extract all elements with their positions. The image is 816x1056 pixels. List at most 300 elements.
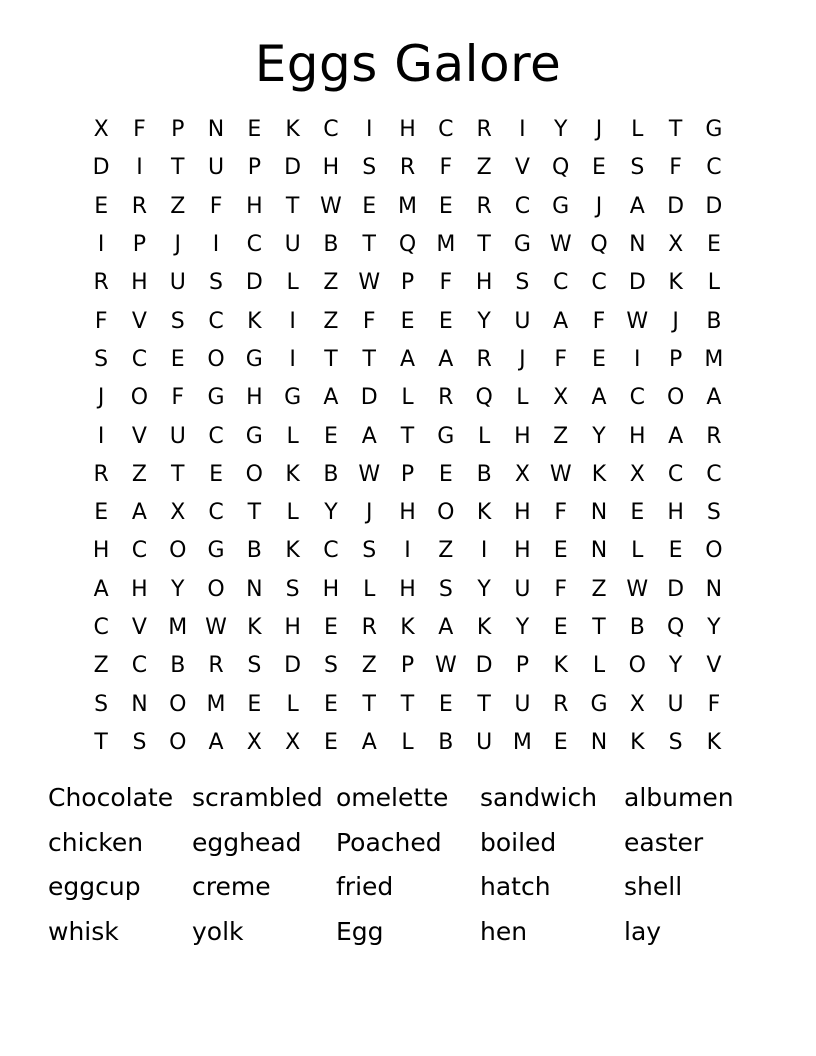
grid-letter: R	[553, 691, 569, 717]
grid-letter: O	[130, 385, 149, 411]
grid-letter: A	[668, 423, 684, 449]
grid-letter: E	[247, 691, 262, 717]
grid-letter: R	[93, 270, 109, 296]
grid-letter: O	[169, 729, 187, 755]
letter-grid	[82, 111, 733, 762]
grid-letter: H	[514, 500, 531, 526]
grid-letter: O	[169, 538, 187, 564]
word-list-item: eggcup	[48, 872, 141, 901]
grid-letter: L	[286, 270, 299, 296]
grid-letter: X	[285, 729, 301, 755]
grid-letter: T	[668, 117, 683, 143]
grid-letter: F	[171, 385, 185, 411]
grid-letter: U	[514, 691, 531, 717]
grid-letter: W	[358, 461, 381, 487]
grid-letter: N	[590, 729, 608, 755]
grid-letter: C	[208, 500, 224, 526]
grid-letter: X	[514, 461, 530, 487]
grid-letter: A	[399, 346, 416, 372]
grid-letter: E	[553, 615, 568, 640]
grid-letter: W	[358, 270, 381, 296]
grid-letter: P	[171, 117, 185, 143]
puzzle-title: Eggs Galore	[254, 35, 562, 93]
grid-letter: M	[168, 615, 188, 640]
grid-letter: X	[629, 461, 645, 487]
grid-letter: H	[284, 615, 301, 640]
grid-letter: H	[131, 270, 148, 296]
grid-letter: O	[437, 500, 455, 526]
grid-letter: T	[477, 691, 491, 717]
grid-letter: J	[519, 346, 526, 372]
grid-letter: V	[131, 615, 147, 640]
grid-letter: M	[512, 729, 532, 755]
grid-letter: A	[438, 346, 454, 372]
grid-letter: H	[92, 538, 110, 564]
grid-letter: R	[131, 193, 148, 219]
grid-letter: C	[629, 385, 645, 411]
grid-letter: A	[323, 385, 339, 411]
grid-letter: K	[630, 729, 645, 755]
grid-letter: E	[438, 193, 453, 219]
grid-letter: W	[549, 461, 572, 487]
grid-letter: Z	[438, 538, 454, 564]
grid-letter: D	[628, 270, 646, 296]
word-list-item: hen	[480, 916, 528, 946]
grid-letter: S	[170, 308, 185, 334]
grid-letter: X	[93, 117, 109, 143]
grid-letter: D	[667, 193, 685, 219]
grid-letter: K	[476, 500, 492, 526]
grid-letter: F	[554, 500, 568, 526]
grid-letter: B	[476, 461, 492, 487]
grid-letter: A	[553, 308, 569, 334]
grid-letter: T	[362, 232, 376, 258]
grid-letter: I	[519, 117, 526, 143]
grid-letter: E	[323, 691, 338, 717]
grid-letter: Z	[323, 270, 339, 296]
grid-letter: B	[438, 729, 454, 755]
grid-letter: F	[362, 308, 376, 334]
grid-letter: U	[476, 729, 493, 755]
grid-letter: I	[289, 308, 296, 334]
grid-letter: N	[207, 117, 225, 143]
grid-letter: J	[174, 232, 181, 258]
grid-letter: D	[705, 193, 723, 219]
grid-letter: E	[668, 538, 683, 564]
grid-letter: X	[629, 691, 645, 717]
grid-letter: C	[131, 653, 148, 679]
grid-letter: S	[438, 576, 453, 602]
grid-letter: I	[365, 117, 373, 143]
grid-letter: L	[477, 423, 491, 449]
grid-letter: A	[361, 423, 377, 449]
grid-letter: L	[401, 729, 414, 755]
grid-letter: M	[206, 691, 226, 717]
grid-letter: H	[246, 385, 263, 411]
grid-letter: H	[667, 500, 684, 526]
grid-letter: H	[399, 576, 416, 602]
grid-letter: I	[136, 155, 143, 181]
grid-letter: D	[245, 270, 263, 296]
grid-letter: E	[94, 500, 109, 526]
grid-letter: D	[284, 155, 302, 181]
grid-letter: L	[631, 538, 644, 564]
grid-letter: E	[323, 615, 338, 640]
grid-letter: D	[360, 385, 378, 411]
word-list-item: Chocolate	[48, 783, 174, 812]
grid-letter: S	[362, 155, 377, 181]
grid-letter: X	[170, 500, 186, 526]
grid-letter: R	[361, 615, 377, 640]
grid-letter: T	[362, 691, 376, 717]
grid-letter: R	[208, 653, 224, 679]
grid-letter: E	[592, 155, 606, 181]
word-list-item: yolk	[192, 916, 244, 946]
word-list-item: lay	[624, 916, 662, 946]
grid-letter: C	[591, 270, 607, 296]
grid-letter: L	[592, 653, 606, 679]
grid-letter: U	[514, 576, 531, 602]
grid-letter: K	[285, 461, 300, 487]
grid-letter: Y	[477, 576, 491, 602]
grid-letter: L	[401, 385, 414, 411]
grid-letter: E	[592, 346, 606, 372]
word-list-item: omelette	[336, 783, 449, 812]
grid-letter: T	[247, 500, 262, 526]
grid-letter: C	[514, 193, 531, 219]
grid-letter: Q	[398, 232, 417, 258]
grid-letter: L	[707, 270, 721, 296]
grid-letter: M	[436, 232, 456, 258]
grid-letter: V	[514, 155, 530, 181]
grid-letter: N	[131, 691, 148, 717]
grid-letter: W	[549, 232, 572, 258]
grid-letter: L	[286, 691, 299, 717]
grid-letter: Y	[171, 576, 185, 602]
grid-letter: E	[323, 423, 338, 449]
grid-letter: L	[516, 385, 529, 411]
grid-letter: S	[285, 576, 300, 602]
grid-letter: E	[706, 232, 721, 258]
grid-letter: F	[439, 155, 453, 181]
grid-letter: C	[667, 461, 684, 487]
grid-letter: R	[476, 193, 492, 219]
word-list-item: shell	[624, 872, 683, 901]
grid-letter: I	[289, 346, 296, 372]
grid-letter: O	[666, 385, 685, 411]
grid-letter: C	[323, 117, 339, 143]
grid-letter: F	[592, 308, 606, 334]
grid-letter: S	[515, 270, 530, 296]
grid-letter: T	[171, 461, 185, 487]
grid-letter: E	[170, 346, 185, 372]
grid-letter: R	[93, 461, 109, 487]
grid-letter: G	[245, 423, 263, 449]
grid-letter: B	[170, 653, 186, 679]
grid-letter: C	[208, 308, 224, 334]
grid-letter: H	[399, 500, 416, 526]
grid-letter: S	[94, 346, 109, 372]
grid-letter: S	[630, 155, 645, 181]
grid-letter: B	[629, 615, 645, 640]
grid-letter: Q	[552, 155, 570, 181]
word-list-item: Egg	[336, 916, 384, 946]
grid-letter: C	[131, 346, 148, 372]
grid-letter: N	[705, 576, 723, 602]
grid-letter: Q	[666, 615, 685, 640]
grid-letter: G	[590, 691, 608, 717]
grid-letter: S	[209, 270, 224, 296]
grid-letter: I	[634, 346, 641, 372]
grid-letter: Z	[323, 308, 339, 334]
grid-letter: K	[668, 270, 683, 296]
grid-letter: U	[207, 155, 225, 181]
grid-letter: Y	[553, 117, 568, 143]
grid-letter: Z	[361, 653, 377, 679]
grid-letter: P	[132, 232, 147, 258]
grid-letter: R	[476, 346, 492, 372]
grid-letter: T	[477, 232, 491, 258]
grid-letter: E	[94, 193, 109, 219]
grid-letter: B	[323, 461, 339, 487]
grid-letter: K	[706, 729, 722, 755]
grid-letter: W	[205, 615, 227, 640]
grid-letter: W	[626, 308, 649, 334]
word-list-item: scrambled	[192, 783, 323, 812]
grid-letter: W	[626, 576, 649, 602]
grid-letter: V	[706, 653, 722, 679]
grid-letter: D	[92, 155, 110, 181]
grid-letter: M	[398, 193, 418, 219]
grid-letter: Y	[592, 423, 606, 449]
grid-letter: A	[706, 385, 722, 411]
grid-letter: K	[285, 538, 300, 564]
grid-letter: U	[667, 691, 684, 717]
grid-letter: A	[438, 615, 454, 640]
grid-letter: Y	[477, 308, 491, 334]
grid-letter: D	[284, 653, 302, 679]
grid-letter: X	[668, 232, 684, 258]
grid-letter: J	[672, 308, 679, 334]
grid-letter: H	[322, 155, 340, 181]
grid-letter: K	[400, 615, 415, 640]
grid-letter: T	[362, 346, 376, 372]
grid-letter: U	[169, 423, 186, 449]
grid-letter: R	[706, 423, 722, 449]
grid-letter: A	[591, 385, 607, 411]
grid-letter: B	[323, 232, 339, 258]
word-list-item: Poached	[336, 827, 442, 857]
grid-letter: L	[631, 117, 644, 143]
grid-letter: Q	[475, 385, 493, 411]
grid-letter: Z	[476, 155, 492, 181]
grid-letter: R	[399, 155, 416, 181]
grid-letter: Z	[131, 461, 147, 487]
grid-letter: T	[285, 193, 300, 219]
grid-letter: N	[590, 500, 608, 526]
grid-letter: C	[246, 232, 263, 258]
grid-letter: S	[247, 653, 262, 679]
grid-letter: L	[286, 500, 299, 526]
grid-letter: T	[400, 423, 415, 449]
grid-letter: U	[169, 270, 186, 296]
grid-letter: I	[97, 232, 105, 258]
grid-letter: I	[404, 538, 411, 564]
grid-letter: O	[705, 538, 723, 564]
grid-letter: K	[247, 615, 262, 640]
grid-letter: F	[439, 270, 453, 296]
grid-letter: X	[553, 385, 569, 411]
grid-letter: G	[705, 117, 723, 143]
grid-letter: G	[284, 385, 302, 411]
grid-letter: J	[97, 385, 105, 411]
grid-letter: A	[361, 729, 377, 755]
grid-letter: L	[363, 576, 376, 602]
grid-letter: V	[131, 308, 147, 334]
grid-letter: J	[595, 117, 603, 143]
word-list-item: albumen	[624, 783, 734, 812]
grid-letter: Z	[93, 653, 109, 679]
grid-letter: C	[131, 538, 148, 564]
grid-letter: P	[247, 155, 261, 181]
grid-letter: J	[595, 193, 603, 219]
grid-letter: S	[706, 500, 721, 526]
grid-letter: Z	[591, 576, 607, 602]
grid-letter: W	[320, 193, 342, 219]
grid-letter: C	[93, 615, 109, 640]
grid-letter: N	[246, 576, 263, 602]
grid-letter: T	[324, 346, 338, 372]
grid-letter: T	[94, 729, 108, 755]
grid-letter: O	[207, 576, 225, 602]
grid-letter: G	[245, 346, 263, 372]
grid-letter: I	[480, 538, 488, 564]
grid-letter: E	[438, 461, 453, 487]
grid-letter: N	[590, 538, 608, 564]
grid-letter: G	[207, 538, 225, 564]
grid-letter: P	[668, 346, 683, 372]
grid-letter: A	[629, 193, 645, 219]
grid-letter: H	[514, 423, 531, 449]
grid-letter: R	[438, 385, 454, 411]
grid-letter: F	[94, 308, 108, 334]
grid-letter: H	[475, 270, 493, 296]
grid-letter: O	[207, 346, 225, 372]
grid-letter: B	[246, 538, 262, 564]
grid-letter: G	[552, 193, 570, 219]
grid-letter: K	[247, 308, 262, 334]
grid-letter: E	[400, 308, 415, 334]
grid-letter: X	[246, 729, 262, 755]
grid-letter: M	[704, 346, 724, 372]
grid-letter: H	[399, 117, 416, 143]
grid-letter: N	[629, 232, 646, 258]
grid-letter: I	[212, 232, 220, 258]
grid-letter: E	[323, 729, 338, 755]
grid-letter: G	[207, 385, 225, 411]
grid-letter: O	[245, 461, 263, 487]
grid-letter: F	[554, 576, 568, 602]
grid-letter: K	[591, 461, 607, 487]
grid-letter: E	[438, 691, 453, 717]
word-list-item: creme	[192, 872, 271, 901]
grid-letter: Y	[668, 653, 683, 679]
word-list-item: whisk	[48, 916, 119, 946]
grid-letter: F	[669, 155, 682, 181]
grid-letter: C	[706, 461, 722, 487]
grid-letter: S	[362, 538, 377, 564]
grid-letter: B	[706, 308, 722, 334]
grid-letter: P	[400, 270, 415, 296]
grid-letter: A	[131, 500, 147, 526]
grid-letter: E	[362, 193, 377, 219]
grid-letter: E	[630, 500, 645, 526]
word-list-item: egghead	[192, 827, 302, 857]
grid-letter: O	[628, 653, 646, 679]
grid-letter: C	[323, 538, 339, 564]
grid-letter: W	[434, 653, 457, 679]
grid-letter: Y	[324, 500, 338, 526]
grid-letter: O	[169, 691, 187, 717]
word-list-item: hatch	[480, 872, 551, 901]
grid-letter: G	[437, 423, 455, 449]
grid-letter: E	[553, 538, 568, 564]
grid-letter: Q	[590, 232, 608, 258]
grid-letter: G	[513, 232, 531, 258]
grid-letter: H	[514, 538, 531, 564]
word-list-item: easter	[624, 827, 704, 857]
grid-letter: E	[438, 308, 453, 334]
grid-letter: E	[247, 117, 262, 143]
grid-letter: D	[475, 653, 493, 679]
grid-letter: L	[286, 423, 299, 449]
grid-letter: Y	[515, 615, 530, 640]
grid-letter: T	[592, 615, 606, 640]
grid-letter: K	[553, 653, 568, 679]
grid-letter: F	[554, 346, 568, 372]
word-list-item: boiled	[480, 827, 557, 857]
word-list-item: fried	[336, 872, 394, 901]
word-list-item: sandwich	[480, 783, 598, 812]
grid-letter: A	[93, 576, 109, 602]
grid-letter: S	[94, 691, 109, 717]
grid-letter: Z	[553, 423, 569, 449]
grid-letter: D	[667, 576, 685, 602]
grid-letter: C	[208, 423, 224, 449]
grid-letter: H	[322, 576, 340, 602]
grid-letter: K	[285, 117, 300, 143]
grid-letter: I	[97, 423, 105, 449]
grid-letter: F	[707, 691, 721, 717]
grid-letter: E	[553, 729, 568, 755]
grid-letter: R	[476, 117, 492, 143]
grid-letter: U	[514, 308, 531, 334]
grid-letter: A	[208, 729, 224, 755]
grid-letter: C	[438, 117, 454, 143]
grid-letter: Y	[707, 615, 721, 640]
grid-letter: H	[246, 193, 263, 219]
grid-letter: C	[553, 270, 569, 296]
grid-letter: S	[668, 729, 683, 755]
grid-letter: U	[284, 232, 301, 258]
grid-letter: Z	[170, 193, 186, 219]
grid-letter: F	[133, 117, 146, 143]
grid-letter: K	[476, 615, 492, 640]
grid-letter: S	[132, 729, 147, 755]
grid-letter: S	[323, 653, 338, 679]
grid-letter: T	[171, 155, 185, 181]
grid-letter: J	[365, 500, 373, 526]
